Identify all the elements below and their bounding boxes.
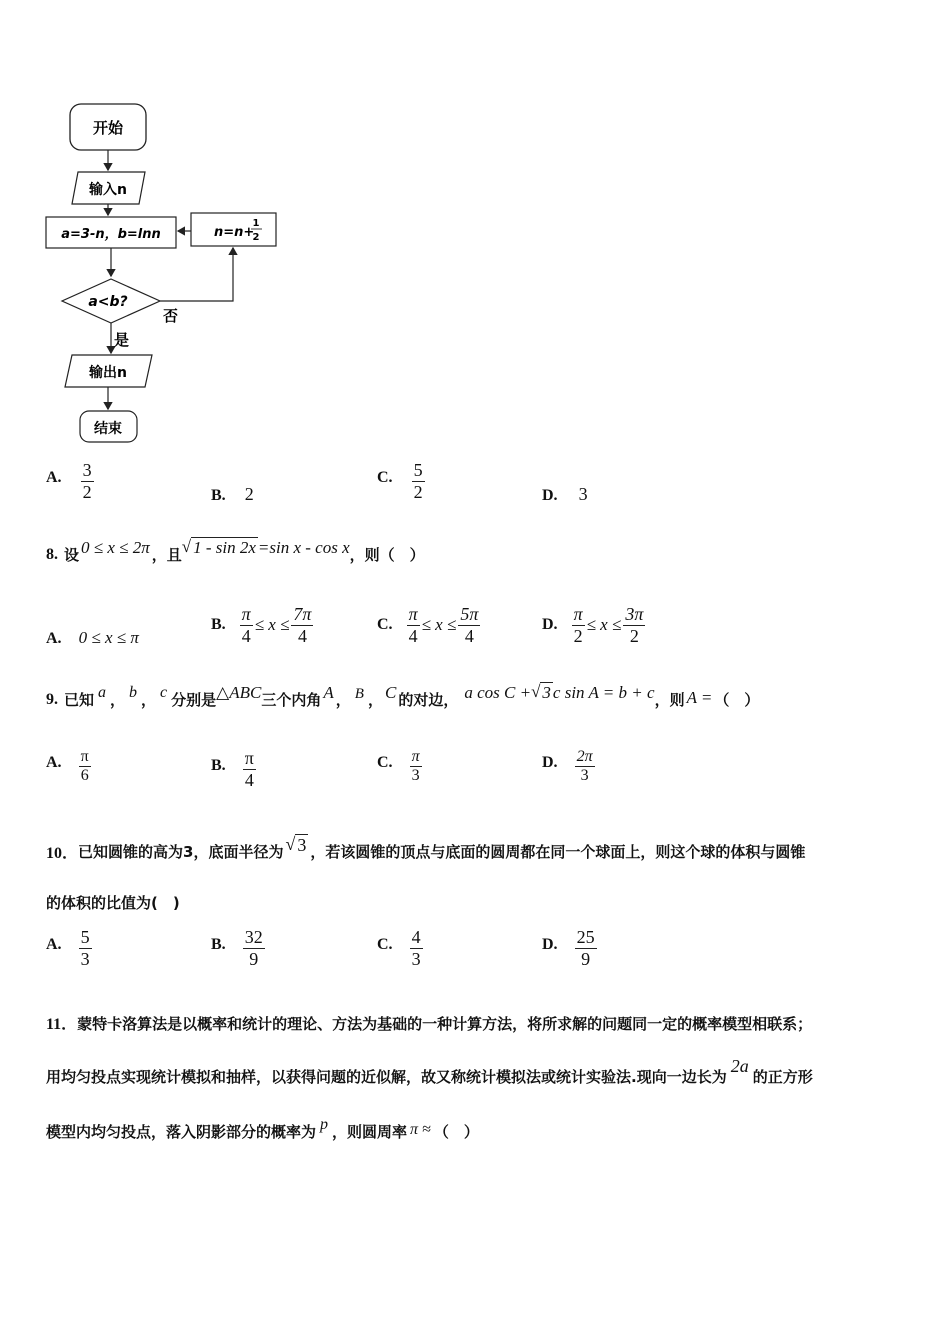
flow-assign-label: a=3-n，b=lnn xyxy=(61,227,161,242)
q8-stem: 8. 设 0 ≤ x ≤ 2π ，且 √ 1 - sin 2x =sin x - cos x ，则（ ） xyxy=(46,537,425,564)
q9-option-b[interactable]: B. $\frac{\pi}{4}$ xyxy=(211,748,254,790)
q7-option-c-frac: $\frac{5}{2}$ xyxy=(413,460,423,502)
q8-option-a[interactable]: A. 0 ≤ x ≤ π xyxy=(46,628,139,647)
q7-option-b[interactable]: B. 2 xyxy=(211,484,254,504)
q10-stem-line1: 10． 已知圆锥的高为3，底面半径为 √ 3 ，若该圆锥的顶点与底面的圆周都在同一个球面上，则这个球的体积与圆锥 xyxy=(46,833,806,862)
flow-no-label: 否 xyxy=(163,307,179,325)
q9-option-c[interactable]: C. $\frac{\pi}{3}$ xyxy=(377,748,420,785)
q7-option-c[interactable]: C. $\frac{5}{2}$ xyxy=(377,460,423,502)
q10-stem-line2: 的体积的比值为( ) xyxy=(46,894,180,912)
flow-end-label: 结束 xyxy=(94,421,122,437)
flow-start-label: 开始 xyxy=(92,119,124,137)
q10-option-c[interactable]: C. $\frac{4}{3}$ xyxy=(377,927,421,969)
q9-option-d[interactable]: D. $\frac{2\pi}{3}$ xyxy=(542,748,593,785)
flow-update-label: n=n+ xyxy=(214,225,255,240)
q7-option-a[interactable]: A. $\frac{3}{2}$ xyxy=(46,460,92,502)
q10-option-d[interactable]: D. $\frac{25}{9}$ xyxy=(542,927,595,969)
q11-stem-line1: 11．蒙特卡洛算法是以概率和统计的理论、方法为基础的一种计算方法，将所求解的问题同一定的概率模型相联系； xyxy=(46,1015,813,1033)
q9-option-a[interactable]: A. $\frac{\pi}{6}$ xyxy=(46,748,89,785)
q7-option-d[interactable]: D. 3 xyxy=(542,484,588,504)
flow-yes-label: 是 xyxy=(114,331,130,349)
flowchart xyxy=(0,0,300,460)
q10-option-b[interactable]: B. $\frac{32}{9}$ xyxy=(211,927,263,969)
flow-output-label: 输出n xyxy=(89,365,127,381)
q8-option-c[interactable]: C. $\frac{\pi}{4}$ ≤ x ≤ $\frac{5\pi}{4}$ xyxy=(377,604,479,646)
q8-sqrt: √ 1 - sin 2x xyxy=(181,537,256,557)
q8-option-b[interactable]: B. $\frac{\pi}{4}$ ≤ x ≤ $\frac{7\pi}{4}$ xyxy=(211,604,312,646)
flow-decision-label: a<b? xyxy=(88,294,128,310)
q8-option-d[interactable]: D. $\frac{\pi}{2}$ ≤ x ≤ $\frac{3\pi}{2}$ xyxy=(542,604,644,646)
q11-stem-line3: 模型内均匀投点，落入阴影部分的概率为 p ，则圆周率 π ≈ （ ） xyxy=(46,1115,479,1141)
q7-option-a-frac: $\frac{3}{2}$ xyxy=(82,460,92,502)
flow-input-label: 输入n xyxy=(89,182,127,198)
q10-option-a[interactable]: A. $\frac{5}{3}$ xyxy=(46,927,90,969)
flow-update-num: 1 xyxy=(252,218,260,229)
q9-stem: 9. 已知 a ， b ， c 分别是 △ABC 三个内角 A ， B ， C 的对边， a cos C + √ 3 c sin A = b + c ，则 A = （ ） xyxy=(46,682,760,709)
q11-stem-line2: 用均匀投点实现统计模拟和抽样，以获得问题的近似解，故又称统计模拟法或统计实验法.现向一边长为 2a 的正方形 xyxy=(46,1056,813,1086)
flow-update-den: 2 xyxy=(252,232,260,243)
